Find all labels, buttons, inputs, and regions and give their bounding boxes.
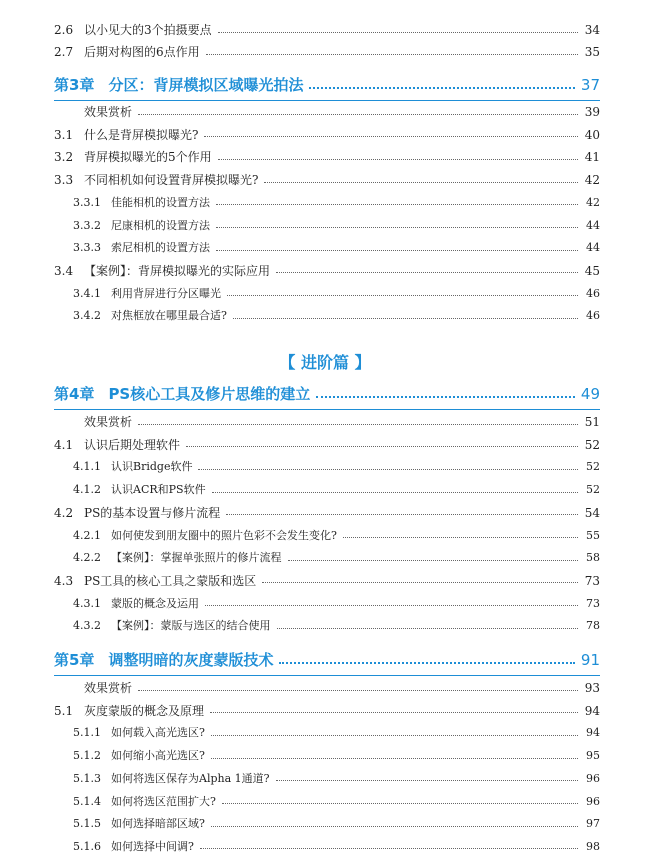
toc-entry[interactable]: [54, 170, 600, 190]
part-title: 【 进阶篇 】: [279, 353, 371, 372]
entry-number: 4.3.1: [73, 596, 101, 610]
entry-number: 5.1.5: [73, 817, 101, 831]
leader-dots: [138, 690, 578, 691]
entry-page: 44: [586, 218, 600, 232]
chapter-number: 第4章: [54, 385, 95, 403]
leader-dots: [218, 32, 578, 33]
leader-dots: [277, 628, 579, 629]
entry-title: 如何缩小高光选区?: [111, 749, 205, 763]
toc-entry[interactable]: [73, 526, 600, 546]
toc-entry[interactable]: [54, 147, 600, 167]
toc-entry[interactable]: [54, 20, 600, 40]
entry-number: 4.3.2: [73, 619, 101, 633]
toc-entry[interactable]: [73, 457, 600, 477]
toc-entry[interactable]: [54, 571, 600, 591]
entry-number: 4.1.2: [73, 483, 101, 497]
entry-title: 【案例】：掌握单张照片的修片流程: [111, 551, 282, 565]
toc-entry[interactable]: [54, 261, 600, 281]
entry-page: 98: [586, 839, 600, 853]
entry-page: 39: [584, 105, 600, 119]
chapter-page: 37: [580, 76, 600, 94]
entry-title: 不同相机如何设置背屏模拟曝光?: [84, 173, 259, 188]
entry-page: 44: [586, 241, 600, 255]
leader-dots: [309, 87, 574, 89]
entry-page: 42: [584, 173, 600, 188]
leader-dots: [288, 560, 579, 561]
toc-entry[interactable]: [73, 594, 600, 614]
leader-dots: [279, 662, 574, 664]
entry-title: 佳能相机的设置方法: [111, 195, 210, 209]
toc-entry[interactable]: [73, 814, 600, 834]
leader-dots: [205, 605, 578, 606]
chapter-title: 分区：背屏模拟区域曝光拍法: [108, 76, 304, 94]
leader-dots: [198, 469, 578, 470]
chapter-title: PS核心工具及修片思维的建立: [108, 385, 311, 403]
toc-entry[interactable]: [54, 42, 600, 62]
entry-page: 35: [584, 45, 600, 59]
chapter-rule: [54, 675, 600, 676]
entry-title: 【案例】：蒙版与选区的结合使用: [111, 619, 271, 633]
toc-entry[interactable]: [73, 238, 600, 258]
toc-entry[interactable]: [73, 193, 600, 213]
entry-page: 94: [586, 726, 600, 740]
toc-entry[interactable]: [54, 102, 600, 122]
entry-title: PS的基本设置与修片流程: [84, 505, 221, 520]
entry-title: 效果赏析: [84, 105, 133, 119]
entry-title: 认识后期处理软件: [84, 437, 181, 452]
entry-page: 96: [586, 771, 600, 785]
entry-number: 5.1.1: [73, 726, 101, 740]
chapter-number: 第3章: [54, 76, 95, 94]
entry-title: PS工具的核心工具之蒙版和选区: [84, 573, 257, 588]
entry-title: 索尼相机的设置方法: [111, 241, 210, 255]
chapter-heading[interactable]: [54, 647, 600, 673]
toc-entry[interactable]: [73, 723, 600, 743]
entry-page: 54: [584, 505, 600, 520]
leader-dots: [233, 318, 578, 319]
chapter-rule: [54, 100, 600, 101]
entry-number: 3.4.2: [73, 309, 101, 323]
entry-title: 如何选择中间调?: [111, 839, 194, 853]
leader-dots: [218, 159, 578, 160]
entry-title: 如何载入高光选区?: [111, 726, 205, 740]
toc-entry[interactable]: [73, 616, 600, 636]
entry-number: 5.1.2: [73, 749, 101, 763]
toc-entry[interactable]: [73, 284, 600, 304]
entry-title: 如何将选区范围扩大?: [111, 794, 216, 808]
entry-number: 3.3.1: [73, 195, 101, 209]
entry-page: 52: [584, 437, 600, 452]
leader-dots: [343, 537, 578, 538]
entry-page: 45: [584, 263, 600, 278]
entry-page: 46: [586, 286, 600, 300]
entry-title: 效果赏析: [84, 681, 133, 695]
entry-number: 3.4.1: [73, 286, 101, 300]
toc-entry[interactable]: [73, 769, 600, 789]
entry-title: 如何使发到朋友圈中的照片色彩不会发生变化?: [111, 528, 337, 542]
leader-dots: [264, 182, 578, 183]
entry-number: 5.1.4: [73, 794, 101, 808]
leader-dots: [216, 250, 578, 251]
entry-title: 认识Bridge软件: [111, 460, 193, 474]
leader-dots: [200, 848, 578, 849]
entry-title: 效果赏析: [84, 415, 133, 429]
entry-title: 尼康相机的设置方法: [111, 218, 210, 232]
chapter-page: 91: [580, 651, 600, 669]
entry-title: 利用背屏进行分区曝光: [111, 286, 221, 300]
leader-dots: [227, 295, 578, 296]
toc-entry[interactable]: [54, 125, 600, 145]
entry-number: 4.1: [54, 437, 74, 452]
entry-page: 73: [584, 573, 600, 588]
entry-title: 认识ACR和PS软件: [111, 483, 206, 497]
entry-title: 以小见大的3个拍摄要点: [84, 23, 212, 37]
toc-entry[interactable]: [73, 216, 600, 236]
chapter-title: 调整明暗的灰度蒙版技术: [108, 651, 274, 669]
entry-page: 95: [586, 749, 600, 763]
chapter-page: 49: [580, 385, 600, 403]
entry-page: 34: [584, 23, 600, 37]
toc-entry[interactable]: [73, 306, 600, 326]
entry-page: 52: [586, 483, 600, 497]
entry-page: 97: [586, 817, 600, 831]
toc-entry[interactable]: [73, 548, 600, 568]
leader-dots: [204, 136, 578, 137]
entry-title: 灰度蒙版的概念及原理: [84, 703, 205, 718]
toc-entry[interactable]: [54, 701, 600, 721]
chapter-heading[interactable]: [54, 381, 600, 407]
entry-page: 41: [584, 150, 600, 165]
chapter-heading[interactable]: [54, 72, 600, 98]
entry-page: 51: [584, 415, 600, 429]
entry-page: 73: [586, 596, 600, 610]
entry-title: 对焦框放在哪里最合适?: [111, 309, 227, 323]
leader-dots: [216, 204, 578, 205]
entry-number: 2.6: [54, 23, 74, 37]
toc-entry[interactable]: [54, 412, 600, 432]
entry-number: 4.3: [54, 573, 74, 588]
entry-page: 94: [584, 703, 600, 718]
leader-dots: [211, 758, 578, 759]
entry-page: 96: [586, 794, 600, 808]
leader-dots: [206, 54, 578, 55]
entry-title: 什么是背屏模拟曝光?: [84, 127, 199, 142]
entry-page: 55: [586, 528, 600, 542]
entry-page: 42: [586, 195, 600, 209]
leader-dots: [262, 582, 578, 583]
entry-number: 3.3.2: [73, 218, 101, 232]
entry-title: 背屏模拟曝光的5个作用: [84, 150, 212, 165]
entry-title: 后期对构图的6点作用: [84, 45, 200, 59]
toc-entry[interactable]: [54, 503, 600, 523]
leader-dots: [276, 272, 578, 273]
entry-page: 58: [586, 551, 600, 565]
entry-number: 3.1: [54, 127, 74, 142]
entry-page: 46: [586, 309, 600, 323]
entry-number: 4.1.1: [73, 460, 101, 474]
chapter-number: 第5章: [54, 651, 95, 669]
entry-title: 蒙版的概念及运用: [111, 596, 199, 610]
toc-entry[interactable]: [73, 792, 600, 812]
leader-dots: [210, 712, 578, 713]
entry-title: 【案例】：背屏模拟曝光的实际应用: [84, 263, 271, 278]
toc-entry[interactable]: [73, 837, 600, 857]
leader-dots: [212, 492, 578, 493]
leader-dots: [186, 446, 578, 447]
leader-dots: [216, 227, 578, 228]
entry-number: 3.3.3: [73, 241, 101, 255]
entry-number: 4.2: [54, 505, 74, 520]
leader-dots: [211, 735, 578, 736]
leader-dots: [276, 780, 578, 781]
entry-page: 93: [584, 681, 600, 695]
entry-page: 40: [584, 127, 600, 142]
leader-dots: [316, 396, 575, 398]
entry-number: 4.2.1: [73, 528, 101, 542]
entry-number: 5.1.6: [73, 839, 101, 853]
entry-number: 4.2.2: [73, 551, 101, 565]
leader-dots: [211, 826, 578, 827]
toc-entry[interactable]: [54, 435, 600, 455]
leader-dots: [222, 803, 578, 804]
entry-number: 3.3: [54, 173, 74, 188]
entry-title: 如何选择暗部区域?: [111, 817, 205, 831]
entry-number: 5.1.3: [73, 771, 101, 785]
toc-entry[interactable]: [73, 746, 600, 766]
entry-number: 2.7: [54, 45, 74, 59]
chapter-rule: [54, 409, 600, 410]
entry-page: 52: [586, 460, 600, 474]
leader-dots: [138, 424, 578, 425]
toc-entry[interactable]: [54, 678, 600, 698]
entry-number: 3.2: [54, 150, 74, 165]
leader-dots: [138, 114, 578, 115]
entry-page: 78: [586, 619, 600, 633]
entry-number: 5.1: [54, 703, 74, 718]
toc-entry[interactable]: [73, 480, 600, 500]
entry-number: 3.4: [54, 263, 74, 278]
leader-dots: [226, 514, 578, 515]
entry-title: 如何将选区保存为Alpha 1通道?: [111, 771, 270, 785]
